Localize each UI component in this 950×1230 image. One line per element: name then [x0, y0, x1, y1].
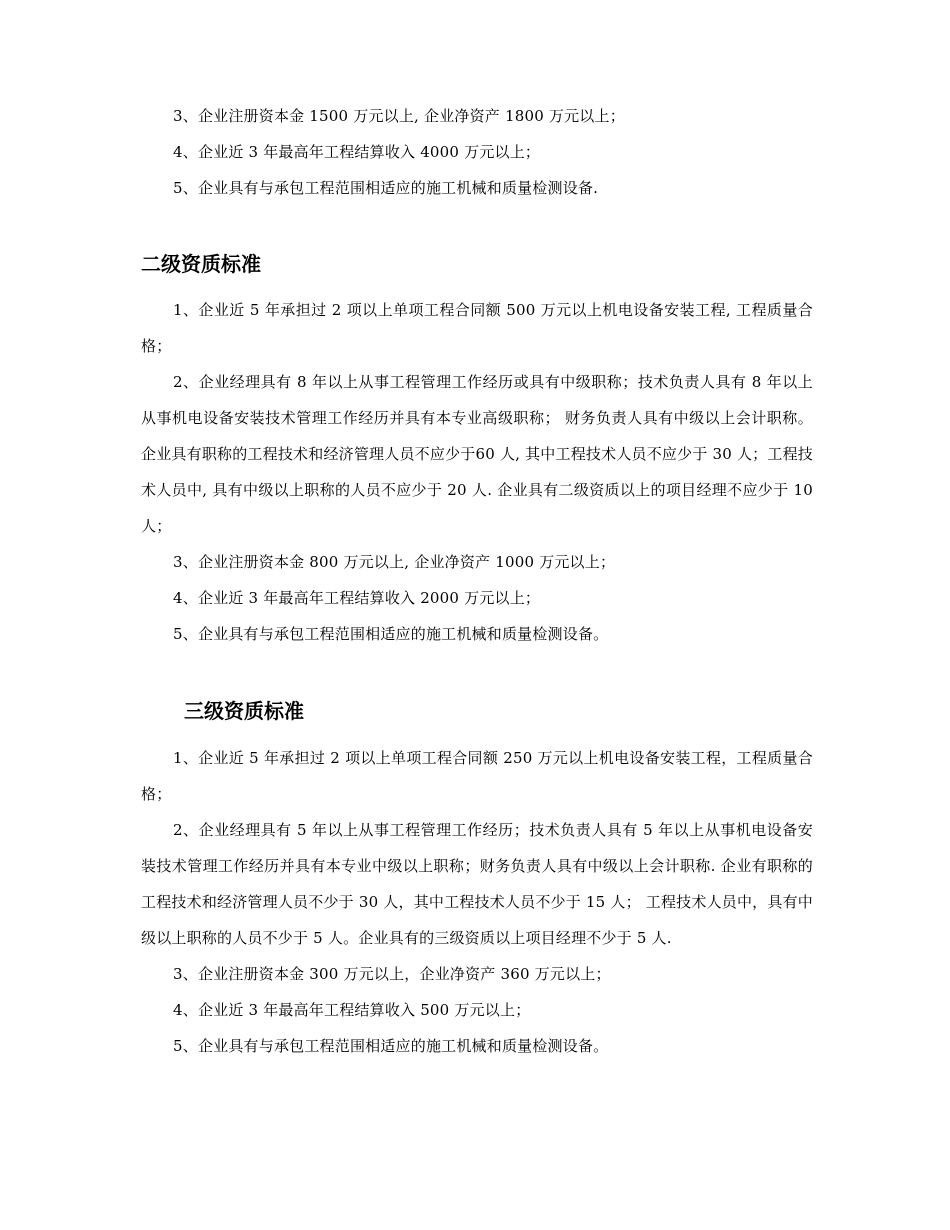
top-section [141, 98, 813, 206]
requirement-item: 3、企业注册资本金 300 万元以上，企业净资产 360 万元以上； [173, 965, 611, 983]
requirement-item: 1、企业近 5 年承担过 2 项以上单项工程合同额 250 万元以上机电设备安装工程，工程质量合格； [141, 749, 813, 803]
requirement-item: 3、企业注册资本金 1500 万元以上, 企业净资产 1800 万元以上； [173, 107, 625, 125]
requirement-item: 2、企业经理具有 5 年以上从事工程管理工作经历；技术负责人具有 5 年以上从事机电设备安装技术管理工作经历并具有本专业中级以上职称；财务负责人具有中级以上会计职称. 企业有职称的工程技术和经济管理人员不少于 30 人，其中工程技术人员不少于 15 人； 工程技术人员中，具有中级以上职称的人员不少于 5 人。企业具有的三级资质以上项目经理不少于 5 人. [141, 821, 813, 947]
level3-heading: 三级资质标准 [184, 699, 304, 723]
requirement-item: 5、企业具有与承包工程范围相适应的施工机械和质量检测设备。 [173, 625, 609, 643]
requirement-item: 1、企业近 5 年承担过 2 项以上单项工程合同额 500 万元以上机电设备安装工程, 工程质量合格； [141, 301, 813, 355]
requirement-item: 5、企业具有与承包工程范围相适应的施工机械和质量检测设备。 [173, 1037, 609, 1055]
requirement-item: 3、企业注册资本金 800 万元以上, 企业净资产 1000 万元以上； [173, 553, 616, 571]
requirement-item: 5、企业具有与承包工程范围相适应的施工机械和质量检测设备. [173, 179, 599, 197]
requirement-item: 4、企业近 3 年最高年工程结算收入 2000 万元以上； [173, 589, 541, 607]
requirement-item: 4、企业近 3 年最高年工程结算收入 500 万元以上； [173, 1001, 531, 1019]
level2-heading: 二级资质标准 [141, 252, 261, 276]
level3-section [141, 740, 813, 1064]
requirement-item: 2、企业经理具有 8 年以上从事工程管理工作经历或具有中级职称；技术负责人具有 8 年以上从事机电设备安装技术管理工作经历并具有本专业高级职称； 财务负责人具有中级以上会计职称。企业具有职称的工程技术和经济管理人员不应少于60 人, 其中工程技术人员不应少于 30 人；工程技术人员中, 具有中级以上职称的人员不应少于 20 人. 企业具有二级资质以上的项目经理不应少于 10 人； [141, 373, 813, 535]
requirement-item: 4、企业近 3 年最高年工程结算收入 4000 万元以上； [173, 143, 541, 161]
level2-section [141, 292, 813, 652]
